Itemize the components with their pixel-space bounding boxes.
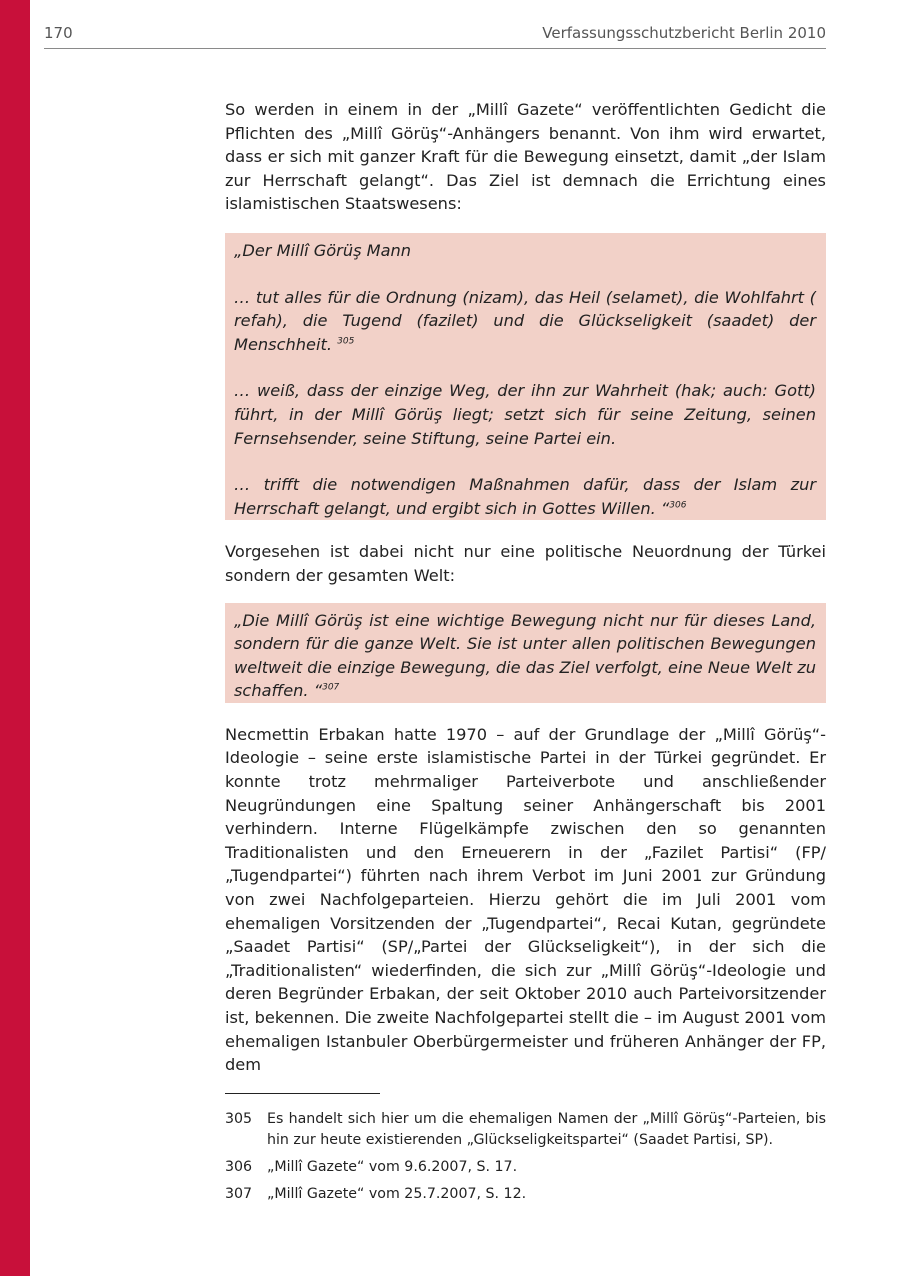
footnote-number: 306 <box>225 1159 253 1175</box>
paragraph-1: So werden in einem in der „Millî Gazete“ veröffentlichten Gedicht die Pflichten des „Millî Görüş“-Anhängers benannt. Von ihm wird erwartet, dass er sich mit ganzer Kraft für die Bewegung einsetzt, damit „der Islam zur Herrschaft gelangt“. Das Ziel ist demnach die Errichtung eines islamistischen Staatswesens: <box>225 100 826 214</box>
paragraph-3: Necmettin Erbakan hatte 1970 – auf der Grundlage der „Millî Görüş“-Ideologie – seine erste islamistische Partei in der Türkei gegründet. Er konnte trotz mehrmaliger Parteiverbote und anschließender Neugründungen eine Spaltung seiner Anhängerschaft bis 2001 verhindern. Interne Flügelkämpfe zwischen den so genannten Traditionalisten und den Erneuerern in der „Fazilet Partisi“ (FP/„Tugendpartei“) führten nach ihrem Verbot im Juni 2001 zur Gründung von zwei Nachfolgeparteien. Hierzu gehört die im Juli 2001 vom ehemaligen Vorsitzenden der „Tugendpartei“, Recai Kutan, gegründete „Saadet Partisi“ (SP/„Partei der Glückseligkeit“), in der sich die „Traditionalisten“ wiederfinden, die sich zur „Millî Görüş“-Ideologie und deren Begründer Erbakan, der seit Oktober 2010 auch Parteivorsitzender ist, bekennen. Die zweite Nachfolgepartei stellt die – im August 2001 vom ehemaligen Istanbuler Oberbürgermeister und früheren Anhänger der FP, dem <box>225 724 826 1075</box>
footnote-ref-307: 307 <box>322 682 340 693</box>
quote-1-line-4-text: … trifft die notwendigen Maßnahmen dafür, dass der Islam zur Herrschaft gelangt, und ergibt sich in Gottes Willen. “ <box>234 475 816 518</box>
footnote-text: „Millî Gazete“ vom 9.6.2007, S. 17. <box>267 1159 518 1175</box>
footnote-item <box>225 1109 826 1151</box>
footnote-ref-305: 305 <box>337 336 355 347</box>
page-number: 170 <box>44 24 73 42</box>
quote-1-line-2 <box>234 286 816 357</box>
main-content <box>225 98 826 1077</box>
footnote-text: Es handelt sich hier um die ehemaligen Namen der „Millî Görüş“-Parteien, bis hin zur heute existierenden „Glückseligkeitspartei“ (Saadet Partisi, SP). <box>267 1111 826 1148</box>
quote-block-1 <box>225 233 826 520</box>
footnote-item <box>225 1157 826 1178</box>
quote-1-line-2-text: … tut alles für die Ordnung (nizam), das Heil (selamet), die Wohlfahrt ( refah), die Tugend (fazilet) und die Glückseligkeit (saadet) der Menschheit. <box>234 287 816 354</box>
side-color-bar <box>0 0 30 1276</box>
footnote-divider <box>225 1093 380 1094</box>
footnote-ref-306: 306 <box>669 500 687 511</box>
running-title: Verfassungsschutzbericht Berlin 2010 <box>542 24 826 42</box>
footnote-number: 305 <box>225 1111 253 1127</box>
footnote-text: „Millî Gazete“ vom 25.7.2007, S. 12. <box>267 1186 527 1202</box>
footnote-item <box>225 1184 826 1205</box>
quote-1-line-1: „Der Millî Görüş Mann <box>234 240 412 260</box>
footnotes <box>225 1109 826 1211</box>
page-header <box>44 22 826 49</box>
paragraph-2: Vorgesehen ist dabei nicht nur eine politische Neuordnung der Türkei sondern der gesamten Welt: <box>225 542 826 585</box>
footnote-number: 307 <box>225 1186 253 1202</box>
quote-2-body: „Die Millî Görüş ist eine wichtige Bewegung nicht nur für dieses Land, sondern für die ganze Welt. Sie ist unter allen politischen Bewegungen weltweit die einzige Bewegung, die das Ziel verfolgt, eine Neue Welt zu schaffen. “ <box>234 610 816 701</box>
quote-block-2 <box>225 603 826 703</box>
quote-2-text <box>234 609 816 703</box>
quote-1-line-3: … weiß, dass der einzige Weg, der ihn zur Wahrheit (hak; auch: Gott) führt, in der Millî Görüş liegt; setzt sich für seine Zeitung, seinen Fernsehsender, seine Stiftung, seine Partei ein. <box>234 381 816 448</box>
quote-1-line-4 <box>234 473 816 520</box>
